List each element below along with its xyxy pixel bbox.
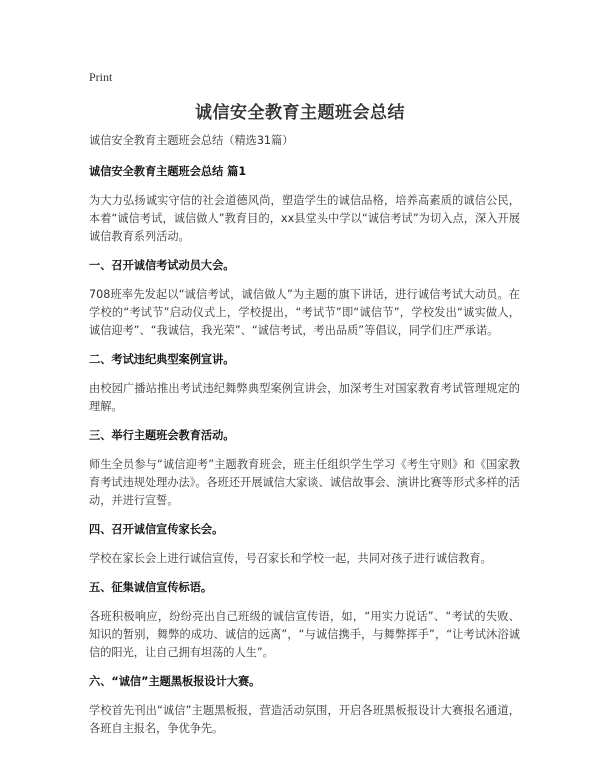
article-heading: 诚信安全教育主题班会总结 篇1 (89, 165, 247, 178)
intro-paragraph: 为大力弘扬诚实守信的社会道德风尚，塑造学生的诚信品格，培养高素质的诚信公民，本着“诚信考试，诚信做人”教育目的，xx县堂头中学以“诚信考试”为切入点，深入开展诚信教育系列活动。 (89, 194, 520, 243)
document-body (89, 132, 520, 749)
section-heading: 五、征集诚信宣传标语。 (89, 581, 213, 594)
page-title: 诚信安全教育主题班会总结 (195, 103, 405, 123)
section-heading: 四、召开诚信宣传家长会。 (89, 523, 224, 536)
section-paragraph: 各班积极响应，纷纷亮出自己班级的诚信宣传语，如，“用实力说话”、“考试的失败、知识的暂别，舞弊的成功、诚信的远离”，“与诚信携手，与舞弊挥手”，“让考试沐浴诚信的阳光，让自己拥有坦荡的人生”。 (89, 610, 520, 659)
section-paragraph: 学校在家长会上进行诚信宣传，号召家长和学校一起，共同对孩子进行诚信教育。 (89, 552, 492, 565)
section-heading: 一、召开诚信考试动员大会。 (89, 259, 235, 272)
document-subtitle: 诚信安全教育主题班会总结（精选31篇） (89, 134, 294, 147)
section-heading: 六、“诚信”主题黑板报设计大赛。 (89, 675, 261, 688)
section-heading: 三、举行主题班会教育活动。 (89, 429, 235, 442)
section-heading: 二、考试违纪典型案例宣讲。 (89, 353, 235, 366)
section-paragraph: 学校首先刊出“诚信”主题黑板报，营造活动氛围，开启各班黑板报设计大赛报名通道，各班自主报名，争优争先。 (89, 704, 520, 735)
section-paragraph: 708班率先发起以“诚信考试，诚信做人”为主题的旗下讲话，进行诚信考试大动员。在学校的“考试节”启动仪式上，学校提出，“考试节”即“诚信节”，学校发出“诚实做人，诚信迎考”、“我诚信，我光荣”、“诚信考试，考出品质”等倡议，同学们庄严承诺。 (89, 288, 520, 337)
section-paragraph: 由校园广播站推出考试违纪舞弊典型案例宣讲会，加深考生对国家教育考试管理规定的理解。 (89, 382, 520, 413)
section-paragraph: 师生全员参与“诚信迎考”主题教育班会，班主任组织学生学习《考生守则》和《国家教育考试违规处理办法》。各班还开展诚信大家谈、诚信故事会、演讲比赛等形式多样的活动，并进行宣誓。 (89, 458, 520, 507)
print-link[interactable]: Print (89, 70, 113, 84)
